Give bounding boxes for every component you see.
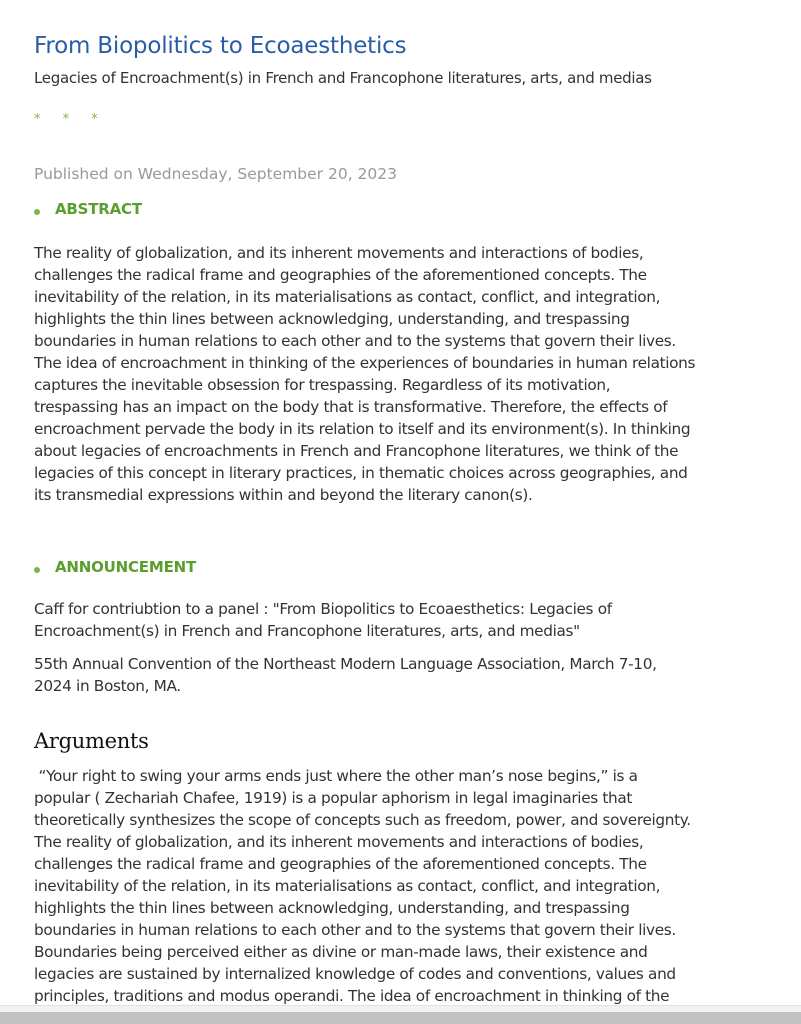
text-line: boundaries in human relations to each other and to the systems that govern their lives. bbox=[34, 921, 676, 939]
text-line: inevitability of the relation, in its materialisations as contact, conflict, and integration, bbox=[34, 877, 661, 895]
text-line: Encroachment(s) in French and Francophone literatures, arts, and medias" bbox=[34, 622, 580, 640]
abstract-text bbox=[34, 242, 774, 506]
announcement-paragraph-call bbox=[34, 598, 774, 642]
bullet-icon bbox=[34, 209, 40, 215]
arguments-heading: Arguments bbox=[34, 729, 149, 753]
text-line: inevitability of the relation, in its materialisations as contact, conflict, and integration, bbox=[34, 288, 661, 306]
page-subtitle: Legacies of Encroachment(s) in French and Francophone literatures, arts, and medias bbox=[34, 69, 652, 87]
horizontal-scrollbar-track[interactable] bbox=[0, 1005, 801, 1012]
text-line: about legacies of encroachments in French and Francophone literatures, we think of the bbox=[34, 442, 679, 460]
text-line: theoretically synthesizes the scope of concepts such as freedom, power, and sovereignty. bbox=[34, 811, 691, 829]
announcement-heading-label: ANNOUNCEMENT bbox=[55, 558, 197, 576]
text-line: trespassing has an impact on the body that is transformative. Therefore, the effects of bbox=[34, 398, 668, 416]
text-line: highlights the thin lines between acknowledging, understanding, and trespassing bbox=[34, 310, 630, 328]
announcement-paragraph-convention bbox=[34, 653, 774, 697]
text-line: boundaries in human relations to each other and to the systems that govern their lives. bbox=[34, 332, 676, 350]
abstract-heading bbox=[34, 200, 142, 218]
published-date: Published on Wednesday, September 20, 2023 bbox=[34, 165, 398, 183]
text-line: The idea of encroachment in thinking of the experiences of boundaries in human relations bbox=[34, 354, 696, 372]
text-line: The reality of globalization, and its inherent movements and interactions of bodies, bbox=[34, 833, 644, 851]
text-line: encroachment pervade the body in its relation to itself and its environment(s). In thinking bbox=[34, 420, 691, 438]
text-line: legacies of this concept in literary practices, in thematic choices across geographies, and bbox=[34, 464, 688, 482]
separator-stars: * * * bbox=[34, 112, 107, 127]
text-line: captures the inevitable obsession for trespassing. Regardless of its motivation, bbox=[34, 376, 611, 394]
text-line: 55th Annual Convention of the Northeast Modern Language Association, March 7-10, bbox=[34, 655, 657, 673]
arguments-text bbox=[34, 765, 774, 1007]
bullet-icon bbox=[34, 567, 40, 573]
text-line: challenges the radical frame and geographies of the aforementioned concepts. The bbox=[34, 855, 647, 873]
text-line: “Your right to swing your arms ends just where the other man’s nose begins,” is a bbox=[34, 767, 638, 785]
text-line: highlights the thin lines between acknowledging, understanding, and trespassing bbox=[34, 899, 630, 917]
text-line: principles, traditions and modus operandi. The idea of encroachment in thinking of the bbox=[34, 987, 670, 1005]
page-title: From Biopolitics to Ecoaesthetics bbox=[34, 33, 407, 59]
text-line: The reality of globalization, and its inherent movements and interactions of bodies, bbox=[34, 244, 644, 262]
text-line: challenges the radical frame and geographies of the aforementioned concepts. The bbox=[34, 266, 647, 284]
announcement-heading bbox=[34, 558, 196, 576]
text-line: popular ( Zechariah Chafee, 1919) is a popular aphorism in legal imaginaries that bbox=[34, 789, 633, 807]
text-line: Caff for contriubtion to a panel : "From Biopolitics to Ecoaesthetics: Legacies of bbox=[34, 600, 612, 618]
abstract-heading-label: ABSTRACT bbox=[55, 200, 142, 218]
horizontal-scrollbar[interactable] bbox=[0, 1012, 801, 1024]
text-line: 2024 in Boston, MA. bbox=[34, 677, 181, 695]
text-line: Boundaries being perceived either as divine or man-made laws, their existence and bbox=[34, 943, 648, 961]
text-line: its transmedial expressions within and beyond the literary canon(s). bbox=[34, 486, 533, 504]
text-line: legacies are sustained by internalized knowledge of codes and conventions, values and bbox=[34, 965, 676, 983]
